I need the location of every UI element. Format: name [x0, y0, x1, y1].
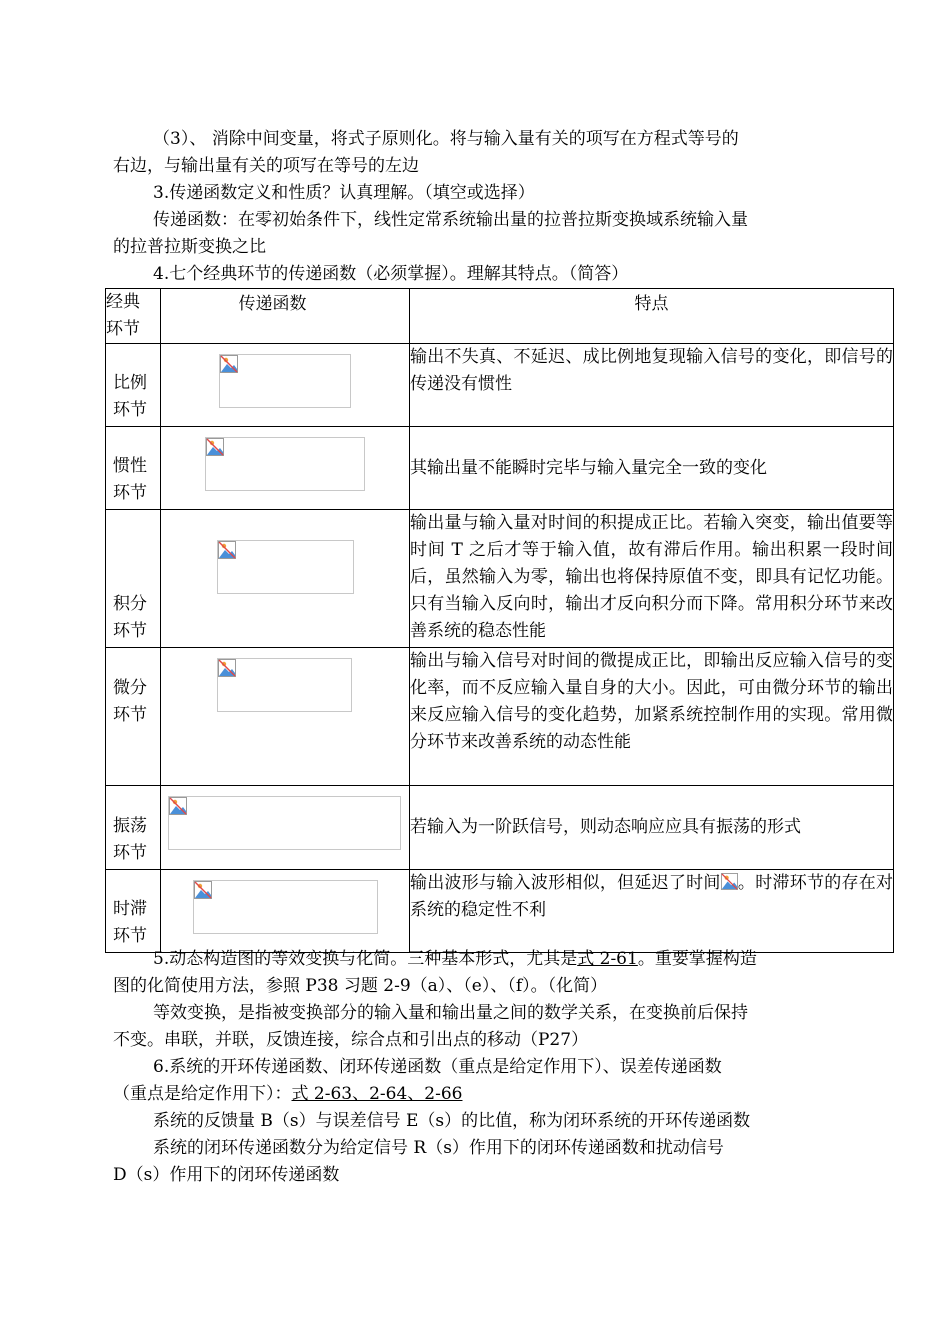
paragraph-line: （重点是给定作用下）：式 2-63、2-64、2-66	[113, 1084, 463, 1104]
table-header-row	[106, 289, 894, 344]
paragraph-line: 的拉普拉斯变换之比	[113, 237, 266, 257]
feature-cell: 若输入为一阶跃信号，则动态响应应具有振荡的形式	[410, 786, 894, 870]
paragraph-line: 等效变换，是指被变换部分的输入量和输出量之间的数学关系，在变换前后保持	[153, 1003, 748, 1023]
header-text: 特点	[634, 294, 669, 314]
table-row	[106, 344, 894, 427]
feature-cell: 其输出量不能瞬时完毕与输入量完全一致的变化	[410, 427, 894, 510]
link-name: 微分 环节	[106, 648, 161, 786]
transfer-function-cell	[161, 786, 410, 870]
broken-image-icon	[218, 659, 236, 677]
feature-cell: 输出量与输入量对时间的积提成正比。若输入突变，输出值要等时间 T 之后才等于输入值，故有滞后作用。输出积累一段时间后，虽然输入为零，输出也将保持原值不变，即具有记忆功能。只有当输入反向时，输出才反向积分而下降。常用积分环节来改善系统的稳态性能	[410, 510, 894, 648]
feature-cell: 输出不失真、不延迟、成比例地复现输入信号的变化，即信号的传递没有惯性	[410, 344, 894, 427]
section-heading-6: 6.系统的开环传递函数、闭环传递函数（重点是给定作用下）、误差传递函数	[153, 1057, 722, 1077]
header-text: 传递函数	[238, 294, 307, 314]
broken-image-icon	[220, 355, 238, 373]
broken-image-icon	[194, 881, 212, 899]
formula-image	[219, 354, 351, 408]
transfer-function-cell	[161, 870, 410, 953]
formula-image	[217, 658, 352, 712]
link-name: 积分 环节	[106, 510, 161, 648]
header-feature	[410, 289, 894, 344]
broken-image-icon	[169, 797, 187, 815]
formula-reference-link[interactable]: 式 2-61	[577, 949, 638, 969]
table-row	[106, 870, 894, 953]
header-text: 环节	[106, 319, 140, 339]
formula-image	[205, 437, 365, 491]
transfer-function-cell	[161, 510, 410, 648]
paragraph-line: D（s）作用下的闭环传递函数	[113, 1165, 340, 1185]
transfer-function-cell	[161, 427, 410, 510]
link-name: 振荡 环节	[106, 786, 161, 870]
header-transfer-function	[161, 289, 410, 344]
header-link-name	[106, 289, 161, 344]
table-row	[106, 427, 894, 510]
formula-image	[193, 880, 378, 934]
table-row	[106, 648, 894, 786]
section-heading-5: 5.动态构造图的等效变换与化简。三种基本形式，尤其是式 2-61。重要掌握构造	[153, 949, 757, 969]
feature-cell: 输出与输入信号对时间的微提成正比，即输出反应输入信号的变化率，而不反应输入量自身的大小。因此，可由微分环节的输出来反应输入信号的变化趋势，加紧系统控制作用的实现。常用微分环节来改善系统的动态性能	[410, 648, 894, 786]
section-heading-4: 4.七个经典环节的传递函数（必须掌握）。理解其特点。（简答）	[153, 264, 629, 284]
link-name: 时滞 环节	[106, 870, 161, 953]
paragraph-line: 不变。串联，并联，反馈连接，综合点和引出点的移动（P27）	[113, 1030, 589, 1050]
formula-reference-link[interactable]: 式 2-63、2-64、2-66	[291, 1084, 463, 1104]
broken-image-icon	[218, 541, 236, 559]
transfer-function-cell	[161, 344, 410, 427]
paragraph-line: 传递函数：在零初始条件下，线性定常系统输出量的拉普拉斯变换域系统输入量	[153, 210, 748, 230]
broken-image-icon	[721, 873, 738, 890]
paragraph-line: 系统的闭环传递函数分为给定信号 R（s）作用下的闭环传递函数和扰动信号	[153, 1138, 724, 1158]
paragraph-line: （3）、 消除中间变量，将式子原则化。将与输入量有关的项写在方程式等号的	[153, 129, 739, 149]
header-text: 经典	[106, 292, 140, 312]
formula-image	[217, 540, 354, 594]
paragraph-line: 系统的反馈量 B（s）与误差信号 E（s）的比值，称为闭环系统的开环传递函数	[153, 1111, 751, 1131]
transfer-function-cell	[161, 648, 410, 786]
link-name: 比例 环节	[106, 344, 161, 427]
feature-cell: 输出波形与输入波形相似，但延迟了时间 。时滞环节的存在对系统的稳定性不利	[410, 870, 894, 953]
table-row	[106, 510, 894, 648]
link-name: 惯性 环节	[106, 427, 161, 510]
classic-links-table	[105, 288, 894, 953]
formula-image	[168, 796, 401, 850]
paragraph-line: 图的化简使用方法，参照 P38 习题 2-9（a）、（e）、（f）。（化简）	[113, 976, 608, 996]
paragraph-line: 右边，与输出量有关的项写在等号的左边	[113, 156, 419, 176]
table-row	[106, 786, 894, 870]
section-heading-3: 3.传递函数定义和性质？认真理解。（填空或选择）	[153, 183, 535, 203]
broken-image-icon	[206, 438, 224, 456]
